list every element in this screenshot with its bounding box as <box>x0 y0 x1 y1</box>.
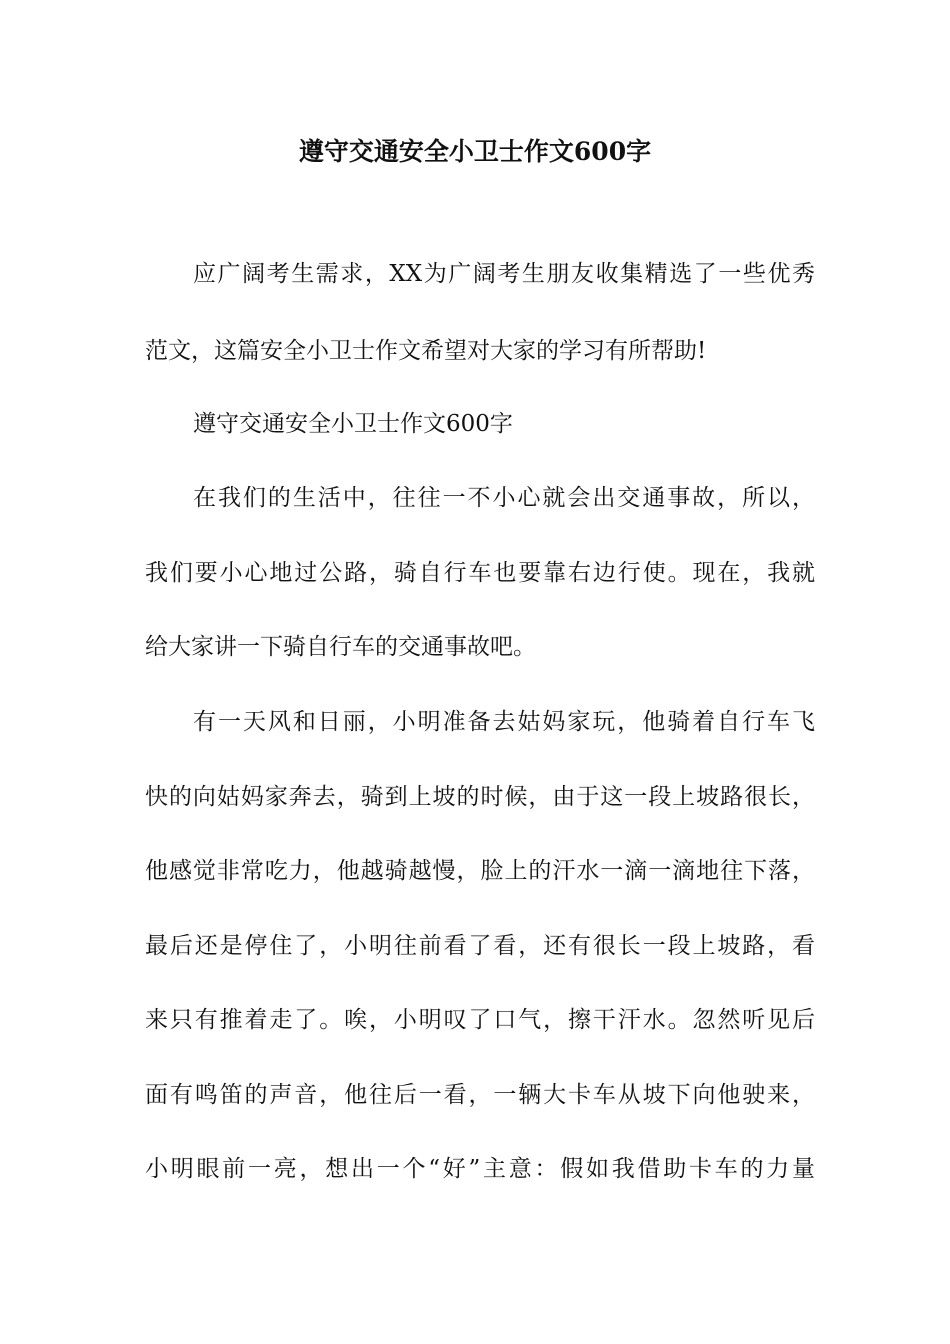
paragraph-line: 小明眼前一亮，想出一个“好”主意：假如我借助卡车的力量 <box>145 1156 815 1182</box>
paragraph-line: 我们要小心地过公路，骑自行车也要靠右边行使。现在，我就 <box>145 560 815 586</box>
paragraph-line: 给大家讲一下骑自行车的交通事故吧。 <box>145 634 536 660</box>
paragraph-line: 最后还是停住了，小明往前看了看，还有很长一段上坡路，看 <box>145 933 815 959</box>
paragraph-line: 有一天风和日丽，小明准备去姑妈家玩，他骑着自行车飞 <box>193 709 815 735</box>
paragraph-line: 范文，这篇安全小卫士作文希望对大家的学习有所帮助! <box>145 338 707 364</box>
document-title: 遵守交通安全小卫士作文600字 <box>298 137 652 166</box>
paragraph-line: 应广阔考生需求，XX为广阔考生朋友收集精选了一些优秀 <box>193 261 815 287</box>
paragraph-line: 他感觉非常吃力，他越骑越慢，脸上的汗水一滴一滴地往下落， <box>145 858 815 884</box>
paragraph-line: 来只有推着走了。唉，小明叹了口气，擦干汗水。忽然听见后 <box>145 1007 815 1033</box>
paragraph-line: 快的向姑妈家奔去，骑到上坡的时候，由于这一段上坡路很长， <box>145 784 815 810</box>
section-heading: 遵守交通安全小卫士作文600字 <box>193 411 513 437</box>
paragraph-line: 面有鸣笛的声音，他往后一看，一辆大卡车从坡下向他驶来， <box>145 1082 815 1108</box>
paragraph-line: 在我们的生活中，往往一不小心就会出交通事故，所以， <box>193 485 815 511</box>
